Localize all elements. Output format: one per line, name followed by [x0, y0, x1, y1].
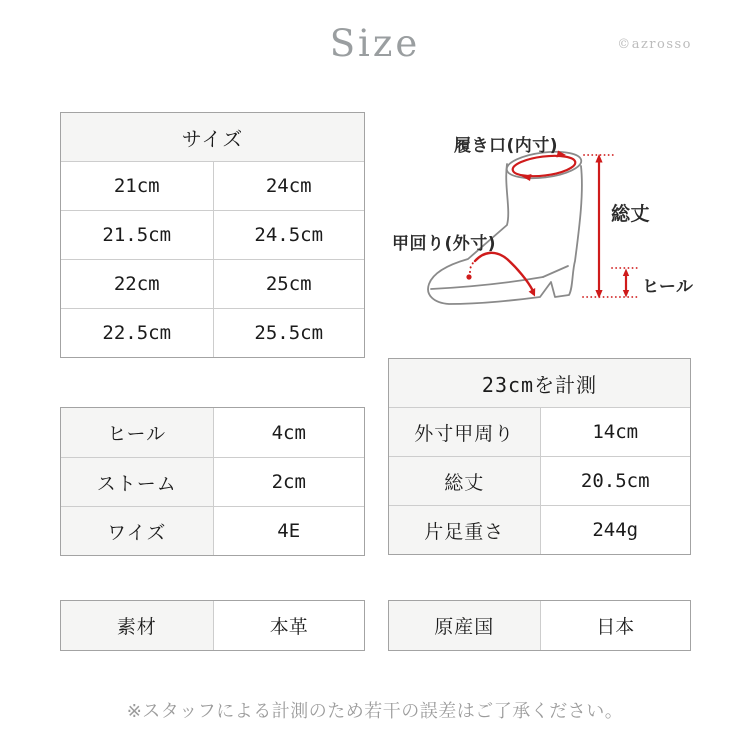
material-table	[60, 600, 365, 651]
heel-label: ヒール	[642, 277, 694, 297]
boot-outline	[428, 148, 583, 304]
measure-value-cell: 244g	[540, 505, 691, 554]
material-table-body	[61, 601, 364, 650]
spec-table-body	[61, 408, 364, 555]
origin-table	[388, 600, 691, 651]
instep-girth-annotation	[466, 253, 535, 297]
measurement-disclaimer: ※スタッフによる計測のため若干の誤差はご了承ください。	[126, 701, 624, 722]
measure-value-cell: 20.5cm	[540, 456, 691, 505]
measure-table	[388, 358, 691, 555]
spec-value-cell: 4E	[213, 506, 365, 555]
measure-label-cell: 外寸甲周り	[389, 407, 540, 456]
measure-label-cell: 片足重さ	[389, 505, 540, 554]
instep-label: 甲回り(外寸)	[392, 234, 497, 254]
spec-value-cell: 2cm	[213, 457, 365, 506]
size-cell: 24cm	[213, 161, 365, 210]
size-table-header: サイズ	[61, 113, 364, 161]
opening-label: 履き口(内寸)	[454, 136, 559, 156]
size-cell: 24.5cm	[213, 210, 365, 259]
size-cell: 21cm	[61, 161, 213, 210]
page-title: Size	[329, 22, 421, 65]
spec-label-cell: ストーム	[61, 457, 213, 506]
spec-table	[60, 407, 365, 556]
measure-table-body	[389, 407, 690, 554]
size-table	[60, 112, 365, 358]
arrowhead-up-icon	[623, 269, 629, 277]
size-table-body	[61, 161, 364, 357]
size-cell: 22cm	[61, 259, 213, 308]
size-cell: 25cm	[213, 259, 365, 308]
heel-height-arrow	[612, 268, 638, 298]
origin-value-cell: 日本	[540, 601, 691, 650]
arrowhead-down-icon	[595, 290, 602, 299]
spec-label-cell: ワイズ	[61, 506, 213, 555]
brand-watermark: ©azrosso	[617, 37, 692, 52]
material-value-cell: 本革	[213, 601, 365, 650]
size-cell: 21.5cm	[61, 210, 213, 259]
size-cell: 22.5cm	[61, 308, 213, 357]
origin-label-cell: 原産国	[389, 601, 540, 650]
measure-label-cell: 総丈	[389, 456, 540, 505]
measure-table-header: 23cmを計測	[389, 359, 690, 407]
size-cell: 25.5cm	[213, 308, 365, 357]
spec-label-cell: ヒール	[61, 408, 213, 457]
material-label-cell: 素材	[61, 601, 213, 650]
total-height-label: 総丈	[611, 203, 651, 225]
origin-table-body	[389, 601, 690, 650]
spec-value-cell: 4cm	[213, 408, 365, 457]
measure-value-cell: 14cm	[540, 407, 691, 456]
total-height-arrow	[583, 154, 637, 299]
